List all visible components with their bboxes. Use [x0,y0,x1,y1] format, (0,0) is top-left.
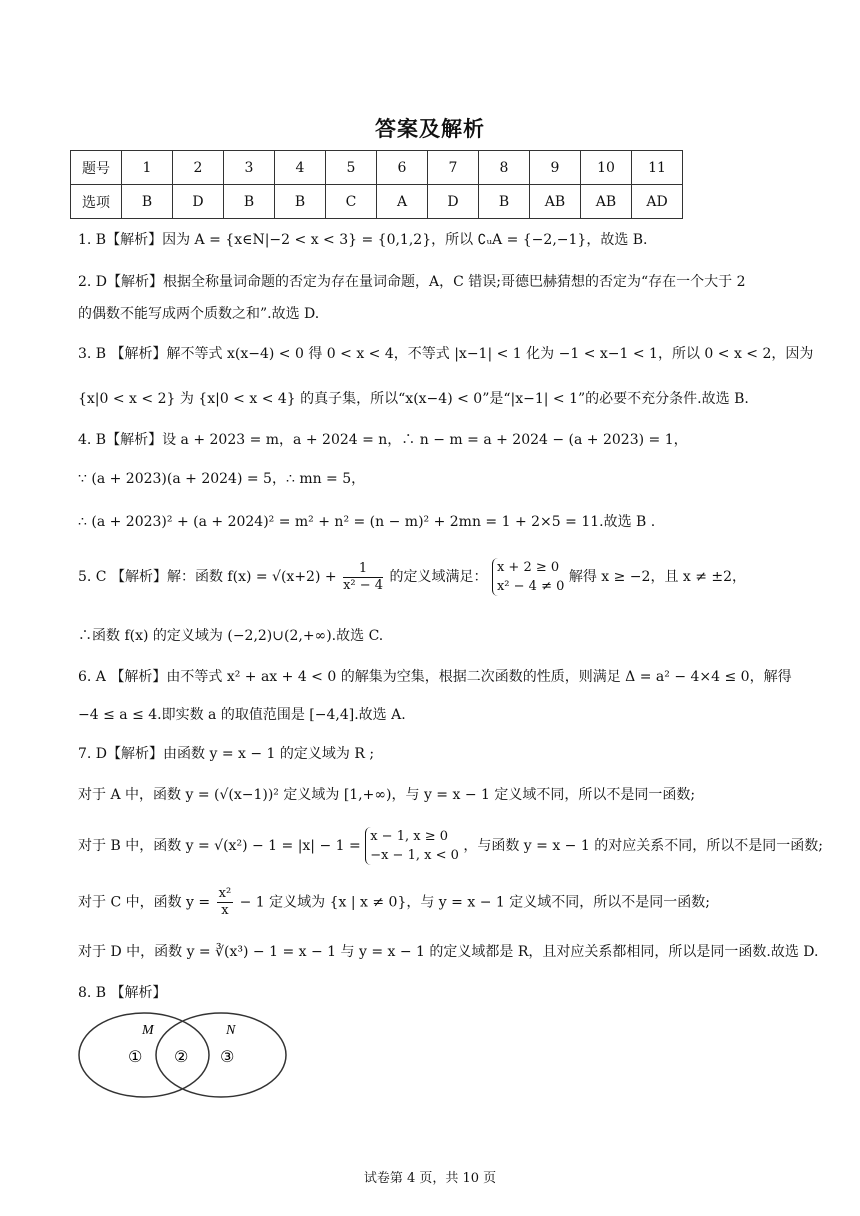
solution-5-line-1 [78,558,746,596]
answer-cell: B [224,185,275,219]
answer-cell: AB [530,185,581,219]
answer-table-answer-row [71,185,683,219]
question-number: 5 [326,151,377,185]
question-number: 1 [122,151,173,185]
piecewise-row: −x − 1, x < 0 [370,848,459,863]
solution-7c-prefix: 对于 C 中，函数 y = [78,894,211,911]
solution-5-fraction [343,561,383,594]
answer-cell: B [479,185,530,219]
solution-7-line-1: 7. D【解析】由函数 y = x − 1 的定义域为 R ; [78,746,375,762]
solution-7b-piecewise [365,827,459,865]
solution-7-line-5: 对于 D 中，函数 y = ∛(x³) − 1 = x − 1 与 y = x − 1 的定义域都是 R，且对应关系都相同，所以是同一函数.故选 D. [78,944,819,960]
answer-cell: C [326,185,377,219]
page-footer: 试卷第 4 页，共 10 页 [363,1171,497,1186]
solution-7c-suffix: − 1 定义域为 {x | x ≠ 0}，与 y = x − 1 定义域不同，所以不是同一函数; [239,894,710,911]
solution-4-line-3: ∴ (a + 2023)² + (a + 2024)² = m² + n² = (n − m)² + 2mn = 1 + 2×5 = 11.故选 B . [78,514,656,530]
solution-6-line-2: −4 ≤ a ≤ 4.即实数 a 的取值范围是 [−4,4].故选 A. [78,707,406,723]
question-number: 6 [377,151,428,185]
solution-7c-fraction [217,886,234,919]
piecewise-row: x − 1, x ≥ 0 [370,829,448,844]
solution-7-line-2: 对于 A 中，函数 y = (√(x−1))² 定义域为 [1,+∞)，与 y = x − 1 定义域不同，所以不是同一函数; [78,787,696,803]
answer-table-header-label: 题号 [71,151,122,185]
solution-7-line-4 [78,886,710,919]
solution-5-suffix: 解得 x ≥ −2，且 x ≠ ±2， [568,569,747,585]
fraction-numerator: 1 [343,561,383,578]
answer-cell: D [428,185,479,219]
question-number: 7 [428,151,479,185]
solution-7b-prefix: 对于 B 中，函数 y = √(x²) − 1 = |x| − 1 = [78,838,361,854]
venn-region-3: ③ [220,1047,235,1066]
answer-table [70,150,683,219]
solution-5-middle: 的定义域满足： [389,569,488,585]
solution-3-line-2: {x|0 < x < 2} 为 {x|0 < x < 4} 的真子集，所以“x(x−4) < 0”是“|x−1| < 1”的必要不充分条件.故选 B. [78,391,749,407]
answer-table-header-row [71,151,683,185]
venn-label-n: N [226,1023,236,1038]
answer-cell: B [275,185,326,219]
question-number: 2 [173,151,224,185]
solution-6-line-1: 6. A 【解析】由不等式 x² + ax + 4 < 0 的解集为空集，根据二次函数的性质，则满足 Δ = a² − 4×4 ≤ 0，解得 [78,669,792,685]
question-number: 10 [581,151,632,185]
solution-4-line-1: 4. B【解析】设 a + 2023 = m，a + 2024 = n，∴ n − m = a + 2024 − (a + 2023) = 1， [78,432,688,448]
answer-cell: B [122,185,173,219]
answer-cell: AD [632,185,683,219]
system-row: x² − 4 ≠ 0 [496,579,565,594]
answer-cell: AB [581,185,632,219]
answer-cell: A [377,185,428,219]
question-number: 9 [530,151,581,185]
solution-3-line-1: 3. B 【解析】解不等式 x(x−4) < 0 得 0 < x < 4，不等式 |x−1| < 1 化为 −1 < x−1 < 1，所以 0 < x < 2，因为 [78,346,814,362]
system-row: x + 2 ≥ 0 [496,560,560,575]
solution-2-line-2: 的偶数不能写成两个质数之和”.故选 D. [78,306,320,322]
venn-region-2: ② [174,1047,189,1066]
question-number: 3 [224,151,275,185]
solution-7b-suffix: ，与函数 y = x − 1 的对应关系不同，所以不是同一函数; [463,838,823,854]
solution-7-line-3 [78,827,823,865]
solution-2-line-1: 2. D【解析】根据全称量词命题的否定为存在量词命题，A，C 错误;哥德巴赫猜想的否定为“存在一个大于 2 [78,274,746,290]
fraction-denominator: x [221,903,229,918]
solution-4-line-2: ∵ (a + 2023)(a + 2024) = 5，∴ mn = 5， [78,471,366,487]
solution-5-line-2: ∴函数 f(x) 的定义域为 (−2,2)∪(2,+∞).故选 C. [78,628,384,644]
venn-region-1: ① [128,1047,143,1066]
answer-cell: D [173,185,224,219]
solution-1: 1. B【解析】因为 A = {x∈N|−2 < x < 3} = {0,1,2}，所以 ∁ᵤA = {−2,−1}，故选 B. [78,232,648,248]
fraction-numerator: x² [218,886,232,901]
question-number: 8 [479,151,530,185]
venn-diagram [76,1010,296,1100]
solution-5-system [492,558,564,596]
question-number: 4 [275,151,326,185]
fraction-denominator: x² − 4 [343,577,384,593]
page-title: 答案及解析 [375,116,485,141]
solution-8-heading: 8. B 【解析】 [78,985,167,1001]
question-number: 11 [632,151,683,185]
venn-label-m: M [142,1023,154,1038]
answer-table-answer-label: 选项 [71,185,122,219]
solution-5-prefix: 5. C 【解析】解：函数 f(x) = √(x+2) + [78,569,337,585]
